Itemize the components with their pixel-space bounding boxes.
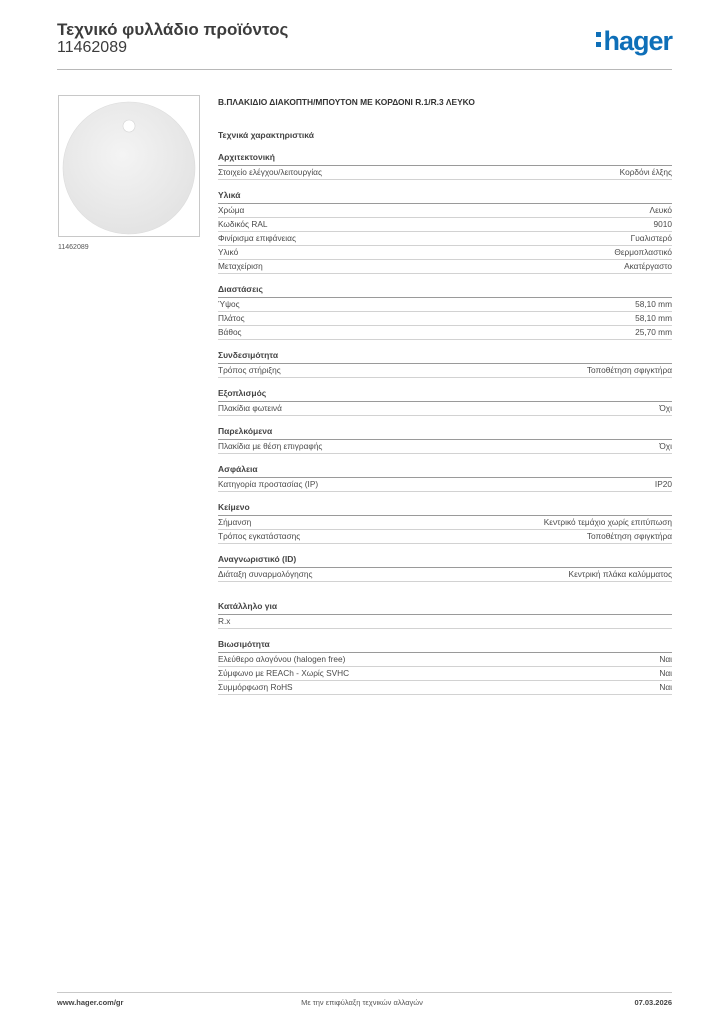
spec-label: Ύψος bbox=[218, 299, 240, 309]
spec-value: Κορδόνι έλξης bbox=[619, 167, 672, 177]
spec-section bbox=[218, 554, 672, 582]
spec-label: Μεταχείριση bbox=[218, 261, 263, 271]
section-title: Αναγνωριστικό (ID) bbox=[218, 554, 672, 568]
section-title: Εξοπλισμός bbox=[218, 388, 672, 402]
spec-section bbox=[218, 502, 672, 544]
spec-label: Σήμανση bbox=[218, 517, 252, 527]
spec-row bbox=[218, 402, 672, 416]
spec-label: Βάθος bbox=[218, 327, 242, 337]
spec-value: Τοποθέτηση σφιγκτήρα bbox=[586, 365, 672, 375]
spec-label: Τρόπος εγκατάστασης bbox=[218, 531, 301, 541]
section-title: Κατάλληλο για bbox=[218, 601, 672, 615]
spec-section bbox=[218, 284, 672, 340]
spec-row bbox=[218, 615, 672, 629]
spec-value: Γυαλιστερό bbox=[630, 233, 672, 243]
spec-section bbox=[218, 426, 672, 454]
hager-logo bbox=[596, 26, 672, 56]
spec-row bbox=[218, 530, 672, 544]
spec-row bbox=[218, 260, 672, 274]
spec-row bbox=[218, 568, 672, 582]
spec-section bbox=[218, 464, 672, 492]
sections-container bbox=[218, 152, 672, 695]
spec-value: Τοποθέτηση σφιγκτήρα bbox=[586, 531, 672, 541]
spec-label: Πλακίδια με θέση επιγραφής bbox=[218, 441, 323, 451]
header-divider bbox=[57, 69, 672, 70]
round-cover-plate-icon bbox=[59, 96, 199, 236]
section-title: Αρχιτεκτονική bbox=[218, 152, 672, 166]
spec-value: Ακατέργαστο bbox=[624, 261, 672, 271]
logo-text: hager bbox=[603, 26, 672, 56]
spec-row bbox=[218, 653, 672, 667]
section-title: Κείμενο bbox=[218, 502, 672, 516]
spec-section bbox=[218, 601, 672, 629]
spec-value: Ναι bbox=[659, 668, 672, 678]
spec-value: Όχι bbox=[659, 441, 672, 451]
section-title: Υλικά bbox=[218, 190, 672, 204]
spec-section bbox=[218, 152, 672, 180]
footer-note: Με την επιφύλαξη τεχνικών αλλαγών bbox=[301, 998, 423, 1007]
spec-label: Συμμόρφωση RoHS bbox=[218, 682, 293, 692]
spec-value: 58,10 mm bbox=[635, 299, 672, 309]
technical-sheet bbox=[218, 130, 672, 705]
spec-value: 58,10 mm bbox=[635, 313, 672, 323]
spec-row bbox=[218, 204, 672, 218]
spec-value: Κεντρική πλάκα καλύμματος bbox=[568, 569, 672, 579]
spec-label: Κατηγορία προστασίας (IP) bbox=[218, 479, 319, 489]
spec-row bbox=[218, 166, 672, 180]
spec-value: Κεντρικό τεμάχιο χωρίς επιτύπωση bbox=[543, 517, 672, 527]
spec-value: Θερμοπλαστικό bbox=[614, 247, 672, 257]
spec-value: 9010 bbox=[653, 219, 672, 229]
spec-value: IP20 bbox=[654, 479, 672, 489]
spec-row bbox=[218, 681, 672, 695]
spec-row bbox=[218, 478, 672, 492]
spec-row bbox=[218, 246, 672, 260]
section-title: Διαστάσεις bbox=[218, 284, 672, 298]
spec-section bbox=[218, 639, 672, 695]
section-title: Συνδεσιμότητα bbox=[218, 350, 672, 364]
spec-label: Πλακίδια φωτεινά bbox=[218, 403, 282, 413]
spec-value: 25,70 mm bbox=[635, 327, 672, 337]
spec-label: Τρόπος στήριξης bbox=[218, 365, 281, 375]
section-title: Παρελκόμενα bbox=[218, 426, 672, 440]
spec-row bbox=[218, 232, 672, 246]
product-image bbox=[58, 95, 200, 237]
spec-row bbox=[218, 312, 672, 326]
spec-value: Ναι bbox=[659, 654, 672, 664]
section-title: Ασφάλεια bbox=[218, 464, 672, 478]
spec-label: Διάταξη συναρμολόγησης bbox=[218, 569, 313, 579]
spec-row bbox=[218, 516, 672, 530]
spec-value: Ναι bbox=[659, 682, 672, 692]
footer-website: www.hager.com/gr bbox=[57, 998, 124, 1007]
spec-label: Κωδικός RAL bbox=[218, 219, 268, 229]
spec-section bbox=[218, 388, 672, 416]
spec-label: Φινίρισμα επιφάνειας bbox=[218, 233, 296, 243]
spec-row bbox=[218, 667, 672, 681]
spec-row bbox=[218, 218, 672, 232]
spec-row bbox=[218, 440, 672, 454]
spec-section bbox=[218, 350, 672, 378]
spec-label: Ελεύθερο αλογόνου (halogen free) bbox=[218, 654, 346, 664]
product-title: Β.ΠΛΑΚΙΔΙΟ ΔΙΑΚΟΠΤΗ/ΜΠΟΥΤΟΝ ΜΕ ΚΟΡΔΟΝΙ R.1/R.3 ΛΕΥΚΟ bbox=[218, 97, 475, 107]
document-title: Τεχνικό φυλλάδιο προϊόντος bbox=[57, 20, 289, 39]
spec-label: Υλικό bbox=[218, 247, 239, 257]
spec-label: Στοιχείο ελέγχου/λειτουργίας bbox=[218, 167, 322, 177]
spec-label: Χρώμα bbox=[218, 205, 245, 215]
footer-date: 07.03.2026 bbox=[634, 998, 672, 1007]
spec-row bbox=[218, 364, 672, 378]
spec-label: R.x bbox=[218, 616, 231, 626]
footer-divider bbox=[57, 992, 672, 993]
image-caption: 11462089 bbox=[58, 244, 89, 251]
spec-value: Λευκό bbox=[649, 205, 672, 215]
spec-row bbox=[218, 298, 672, 312]
spec-label: Πλάτος bbox=[218, 313, 245, 323]
spec-section bbox=[218, 190, 672, 274]
spec-label: Σύμφωνο με REACh - Χωρίς SVHC bbox=[218, 668, 350, 678]
spec-value: Όχι bbox=[659, 403, 672, 413]
product-number: 11462089 bbox=[57, 39, 127, 56]
section-title: Βιωσιμότητα bbox=[218, 639, 672, 653]
sheet-heading: Τεχνικά χαρακτηριστικά bbox=[218, 130, 314, 140]
spec-row bbox=[218, 326, 672, 340]
logo-dots-icon bbox=[596, 26, 601, 47]
